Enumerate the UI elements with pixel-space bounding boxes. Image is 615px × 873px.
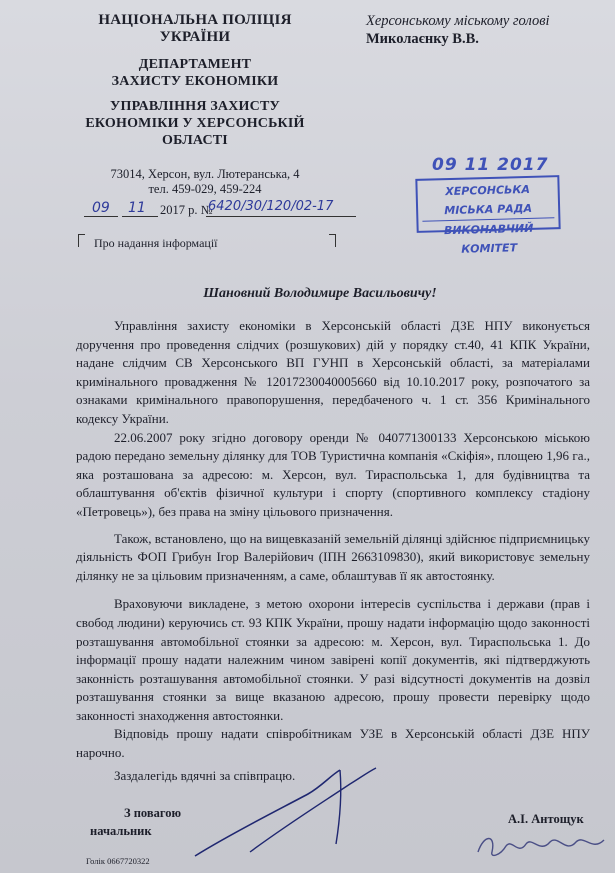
address-line-1: 73014, Херсон, вул. Лютеранська, 4	[110, 167, 300, 181]
subject-block	[78, 234, 336, 250]
address-line-2: тел. 459-029, 459-224	[148, 182, 262, 196]
unit-name	[70, 98, 320, 149]
addressee-line-1: Херсонському міському голові	[366, 13, 550, 29]
dept-line-1: ДЕПАРТАМЕНТ	[138, 57, 252, 72]
org-address	[70, 167, 340, 197]
unit-line-1: УПРАВЛІННЯ ЗАХИСТУ	[110, 99, 280, 114]
department-name	[70, 56, 320, 90]
paragraph-5: Відповідь прошу надати співробітникам УЗЕ в Херсонській області ДЗЕ НПУ нарочно.	[76, 726, 590, 761]
dept-line-2: ЗАХИСТУ ЕКОНОМІКИ	[111, 74, 279, 89]
date-number-line	[84, 199, 364, 223]
incoming-stamp	[415, 175, 560, 256]
date-day-underline	[84, 216, 118, 217]
addressee-line-2: Миколаєнку В.В.	[366, 31, 479, 47]
doc-number-underline	[206, 216, 356, 217]
subject-bracket-right	[329, 234, 336, 247]
letter-body	[76, 317, 590, 785]
stamp-line-1: ХЕРСОНСЬКА МІСЬКА РАДА	[421, 179, 554, 221]
unit-line-3: ОБЛАСТІ	[162, 133, 228, 148]
salutation: Шановний Володимире Васильовичу!	[203, 286, 437, 301]
paragraph-1: Управління захисту економіки в Херсонській області ДЗЕ НПУ виконується доручення про проведення слідчих (розшукових) дій у порядку ст.40, 41 КПК України, надане слідчим СВ Херсонського ВП ГУНП в Херсонській області, за матеріалами кримінального провадження № 12017230040005660 від 10.10.2017 року, розпочатого за ознаками кримінального правопорушення, передбаченого ч. 1 ст. 356 Кримінального кодексу України.	[76, 318, 590, 426]
handwritten-signature	[190, 764, 390, 864]
subject-text: Про надання інформації	[94, 236, 218, 250]
date-month-underline	[122, 216, 158, 217]
date-day: 09	[92, 200, 110, 216]
doc-number: 6420/30/120/02-17	[208, 199, 334, 214]
signature-name: А.І. Антощук	[508, 812, 584, 826]
org-line-1: НАЦІОНАЛЬНА ПОЛІЦІЯ	[98, 12, 292, 28]
date-year-label: 2017 р. №	[160, 203, 213, 217]
signature-closing: З повагою	[124, 806, 182, 820]
paragraph-4: Враховуючи викладене, з метою охорони інтересів суспільства і держави (прав і свобод людини) керуючись ст. 93 КПК України, прошу надати інформацію щодо законності розташування автомобільної стоянки за адресою: м. Херсон, вул. Тираспольська 1. До інформації прошу надати належним чином завірені копії документів, які підтверджують законність розташування автомобільної стоянки. У разі відсутності документів на дозвіл розташування стоянки за вище вказаною адресою, прошу провести перевірку щодо законності знаходження автостоянки.	[76, 596, 590, 723]
paragraph-2: 22.06.2007 року згідно договору оренди № 040771300133 Херсонською міською радою передано земельну ділянку для ТОВ Туристична компанія «Скіфія», площею 1,96 га., яка розташована за адресою: м. Херсон, вул. Тираспольська 1, для будівництва та облаштування об'єктів фізичної культури і спорту (спортивного комплексу стадіону «Петровець»), без права на зміну цільового призначення.	[76, 429, 590, 519]
signature-contact: Голік 0667720322	[86, 856, 150, 866]
paragraph-3: Також, встановлено, що на вищевказаній земельній ділянці здійснює підприємницьку діяльність ФОП Грибун Ігор Валерійович (ІПН 2663109830), який використовує земельну ділянку не за цільовим призначенням, а саме, облаштував її як автостоянку.	[76, 530, 590, 583]
signature-title: начальник	[90, 824, 152, 838]
stamp-line-2: ВИКОНАВЧИЙ КОМІТЕТ	[443, 221, 534, 256]
date-month: 11	[128, 200, 146, 216]
org-line-2: УКРАЇНИ	[159, 29, 231, 45]
org-name	[70, 12, 320, 46]
paragraph-6: Заздалегідь вдячні за співпрацю.	[114, 767, 296, 783]
addressee	[366, 12, 606, 48]
handwritten-note	[470, 828, 610, 864]
stamp-date: 09 11 2017	[432, 155, 549, 175]
subject-bracket-left	[78, 234, 85, 247]
unit-line-2: ЕКОНОМІКИ У ХЕРСОНСЬКІЙ	[85, 116, 305, 131]
